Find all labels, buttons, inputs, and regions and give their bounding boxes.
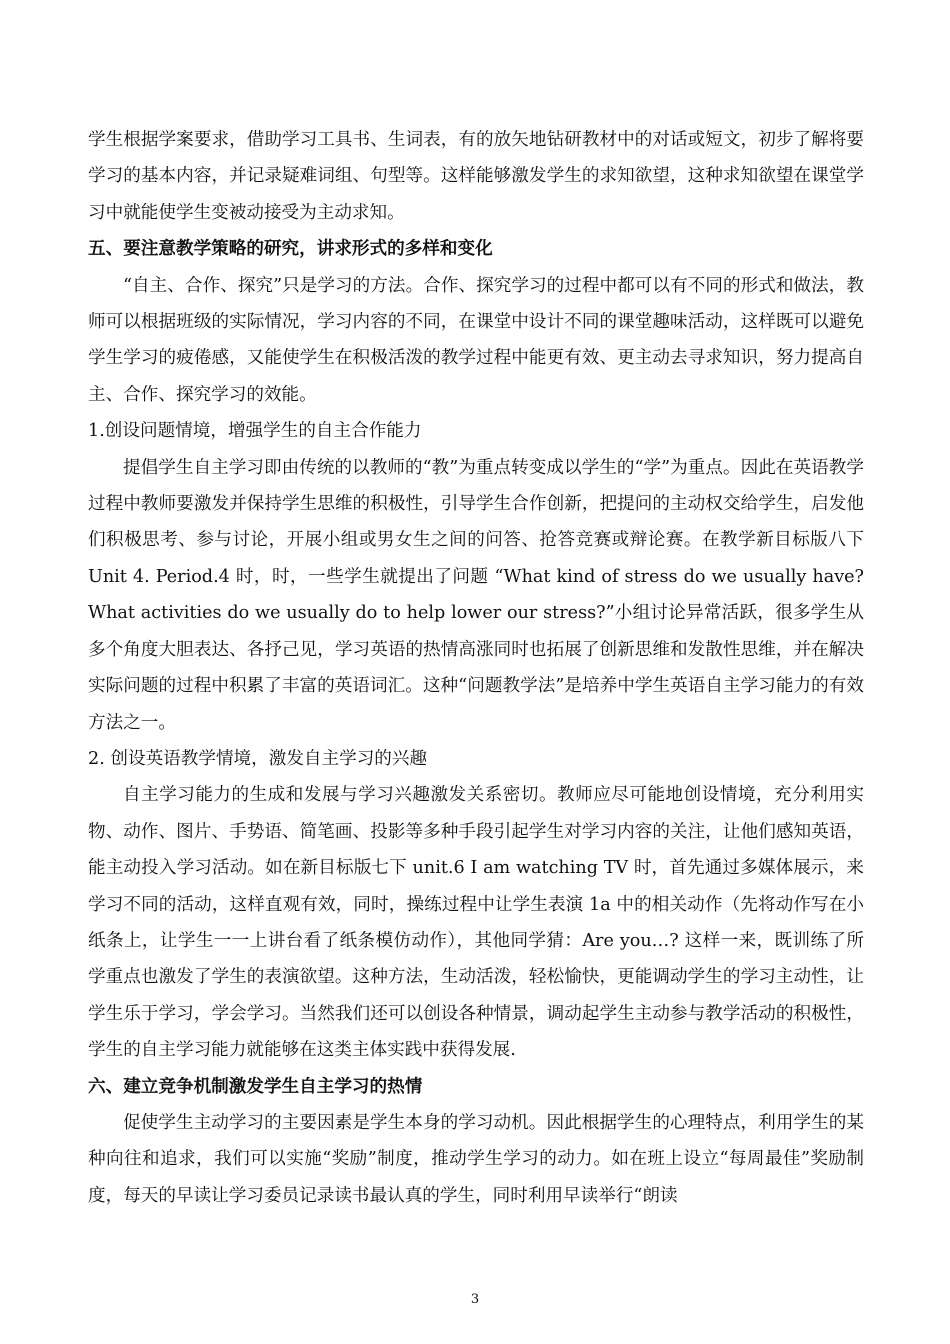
paragraph: 自主学习能力的生成和发展与学习兴趣激发关系密切。教师应尽可能地创设情境，充分利用实物、动作、图片、手势语、简笔画、投影等多种手段引起学生对学习内容的关注，让他们感知英语，能主动投入学习活动。如在新目标版七下 unit.6 I am watching TV 时，首先通过多媒体展示，来学习不同的活动，这样直观有效，同时，操练过程中让学生表演 1a 中的相关动作（先将动作写在小纸条上，让学生一一上讲台看了纸条模仿动作），其他同学猜：Are you…? 这样一来，既训练了所学重点也激发了学生的表演欲望。这种方法，生动活泼，轻松愉快，更能调动学生的学习主动性，让学生乐于学习，学会学习。当然我们还可以创设各种情景，调动起学生主动参与教学活动的积极性，学生的自主学习能力就能够在这类主体实践中获得发展. [88,785,864,1061]
page-number: 3 [470,1292,480,1307]
paragraph: “自主、合作、探究”只是学习的方法。合作、探究学习的过程中都可以有不同的形式和做法，教师可以根据班级的实际情况，学习内容的不同，在课堂中设计不同的课堂趣味活动，这样既可以避免学生学习的疲倦感，又能使学生在积极活泼的教学过程中能更有效、更主动去寻求知识，努力提高自主、合作、探究学习的效能。 [88,275,864,405]
document-body [88,122,864,1214]
paragraph: 提倡学生自主学习即由传统的以教师的“教”为重点转变成以学生的“学”为重点。因此在英语教学过程中教师要激发并保持学生思维的积极性，引导学生合作创新，把提问的主动权交给学生，启发他们积极思考、参与讨论，开展小组或男女生之间的问答、抢答竞赛或辩论赛。在教学新目标版八下 Unit 4. Period.4 时，时，一些学生就提出了问题 “What kind of stress do we usually have? What activities do we usually do to help lower our stress?”小组讨论异常活跃，很多学生从多个角度大胆表达、各抒己见，学习英语的热情高涨同时也拓展了创新思维和发散性思维，并在解决实际问题的过程中积累了丰富的英语词汇。这种“问题教学法”是培养中学生英语自主学习能力的有效方法之一。 [88,457,864,733]
paragraph: 学生根据学案要求，借助学习工具书、生词表，有的放矢地钻研教材中的对话或短文，初步了解将要学习的基本内容，并记录疑难词组、句型等。这样能够激发学生的求知欲望，这种求知欲望在课堂学习中就能使学生变被动接受为主动求知。 [88,130,864,223]
section-heading: 六、建立竞争机制激发学生自主学习的热情 [88,1076,423,1097]
subsection-heading: 2. 创设英语教学情境，激发自主学习的兴趣 [88,748,428,769]
section-heading: 五、要注意教学策略的研究，讲求形式的多样和变化 [88,239,493,260]
subsection-heading: 1.创设问题情境，增强学生的自主合作能力 [88,421,422,442]
paragraph: 促使学生主动学习的主要因素是学生本身的学习动机。因此根据学生的心理特点，利用学生的某种向往和追求，我们可以实施“奖励”制度，推动学生学习的动力。如在班上设立“每周最佳”奖励制度，每天的早读让学习委员记录读书最认真的学生，同时利用早读举行“朗读 [88,1112,864,1206]
